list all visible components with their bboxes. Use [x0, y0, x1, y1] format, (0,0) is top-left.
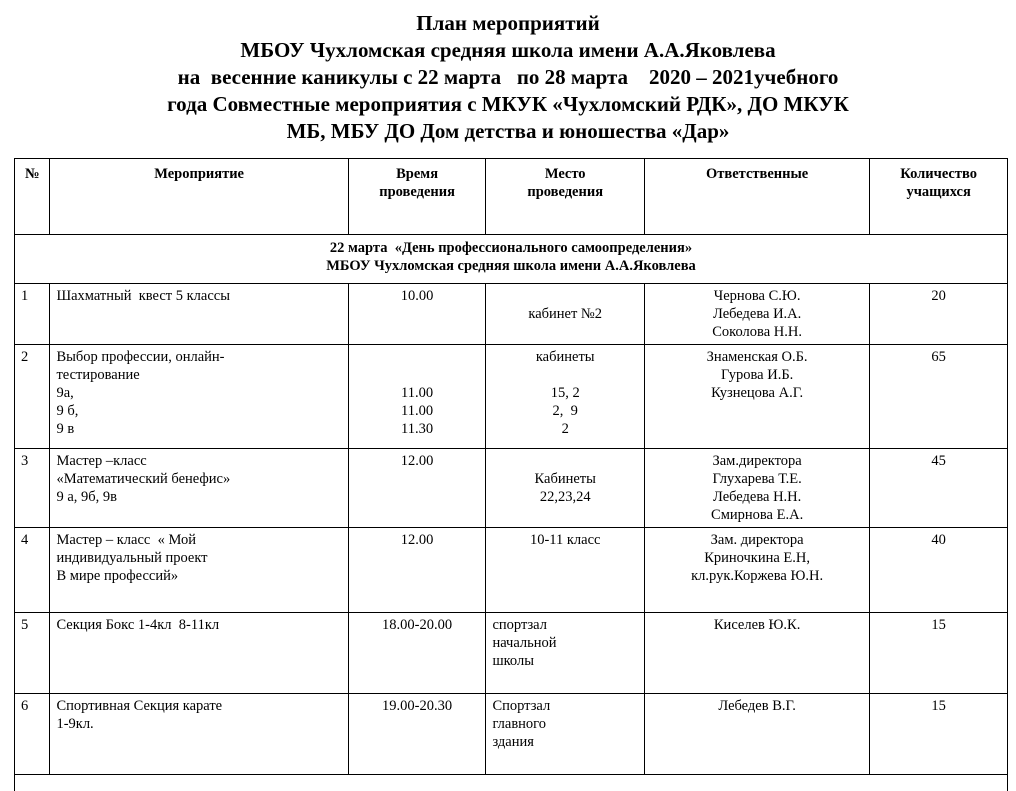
section-header-row	[15, 235, 1008, 284]
time-cell: 12.00	[348, 449, 486, 528]
table-row	[15, 613, 1008, 694]
place-cell: кабинеты 15, 2 2, 9 2	[486, 345, 645, 449]
count-cell: 65	[870, 345, 1008, 449]
document-title	[0, 10, 1016, 145]
table-header-row	[15, 159, 1008, 235]
column-header-event: Мероприятие	[50, 159, 348, 235]
row-number: 2	[15, 345, 50, 449]
table-row	[15, 345, 1008, 449]
event-cell: Мастер – класс « Мой индивидуальный проект В мире профессий»	[50, 528, 348, 613]
responsible-cell: Знаменская О.Б. Гурова И.Б. Кузнецова А.Г.	[644, 345, 869, 449]
table-row	[15, 694, 1008, 775]
event-cell: Спортивная Секция карате 1-9кл.	[50, 694, 348, 775]
responsible-cell: Лебедев В.Г.	[644, 694, 869, 775]
table-row	[15, 284, 1008, 345]
table-row-partial	[15, 775, 1008, 791]
row-number: 4	[15, 528, 50, 613]
place-cell: спортзал начальной школы	[486, 613, 645, 694]
time-cell: 12.00	[348, 528, 486, 613]
column-header-place: Место проведения	[486, 159, 645, 235]
event-cell: Секция Бокс 1-4кл 8-11кл	[50, 613, 348, 694]
column-header-num: №	[15, 159, 50, 235]
time-cell: 18.00-20.00	[348, 613, 486, 694]
place-cell: кабинет №2	[486, 284, 645, 345]
row-number: 1	[15, 284, 50, 345]
time-cell: 10.00	[348, 284, 486, 345]
count-cell: 15	[870, 694, 1008, 775]
table-row	[15, 449, 1008, 528]
column-header-time: Время проведения	[348, 159, 486, 235]
table-row	[15, 528, 1008, 613]
table-row-cut-off	[15, 775, 1008, 791]
count-cell: 15	[870, 613, 1008, 694]
title-line: План мероприятий	[0, 10, 1016, 37]
count-cell: 20	[870, 284, 1008, 345]
column-header-count: Количество учащихся	[870, 159, 1008, 235]
row-number: 6	[15, 694, 50, 775]
place-cell: Спортзал главного здания	[486, 694, 645, 775]
section-subtitle: МБОУ Чухломская средняя школа имени А.А.Яковлева	[21, 257, 1001, 275]
place-cell: 10-11 класс	[486, 528, 645, 613]
responsible-cell: Зам. директора Криночкина Е.Н, кл.рук.Коржева Ю.Н.	[644, 528, 869, 613]
event-cell: Мастер –класс «Математический бенефис» 9 а, 9б, 9в	[50, 449, 348, 528]
row-number: 5	[15, 613, 50, 694]
section-title: 22 марта «День профессионального самоопределения»	[21, 239, 1001, 257]
title-line: года Совместные мероприятия с МКУК «Чухломский РДК», ДО МКУК	[0, 91, 1016, 118]
responsible-cell: Киселев Ю.К.	[644, 613, 869, 694]
title-line: МБОУ Чухломская средняя школа имени А.А.Яковлева	[0, 37, 1016, 64]
count-cell: 45	[870, 449, 1008, 528]
responsible-cell: Чернова С.Ю. Лебедева И.А. Соколова Н.Н.	[644, 284, 869, 345]
events-table	[14, 158, 1008, 791]
section-header	[15, 235, 1008, 284]
column-header-responsible: Ответственные	[644, 159, 869, 235]
count-cell: 40	[870, 528, 1008, 613]
title-line: на весенние каникулы с 22 марта по 28 марта 2020 – 2021учебного	[0, 64, 1016, 91]
time-cell: 19.00-20.30	[348, 694, 486, 775]
responsible-cell: Зам.директора Глухарева Т.Е. Лебедева Н.Н. Смирнова Е.А.	[644, 449, 869, 528]
event-cell: Шахматный квест 5 классы	[50, 284, 348, 345]
title-line: МБ, МБУ ДО Дом детства и юношества «Дар»	[0, 118, 1016, 145]
time-cell: 11.00 11.00 11.30	[348, 345, 486, 449]
event-cell: Выбор профессии, онлайн- тестирование 9а, 9 б, 9 в	[50, 345, 348, 449]
place-cell: Кабинеты 22,23,24	[486, 449, 645, 528]
row-number: 3	[15, 449, 50, 528]
